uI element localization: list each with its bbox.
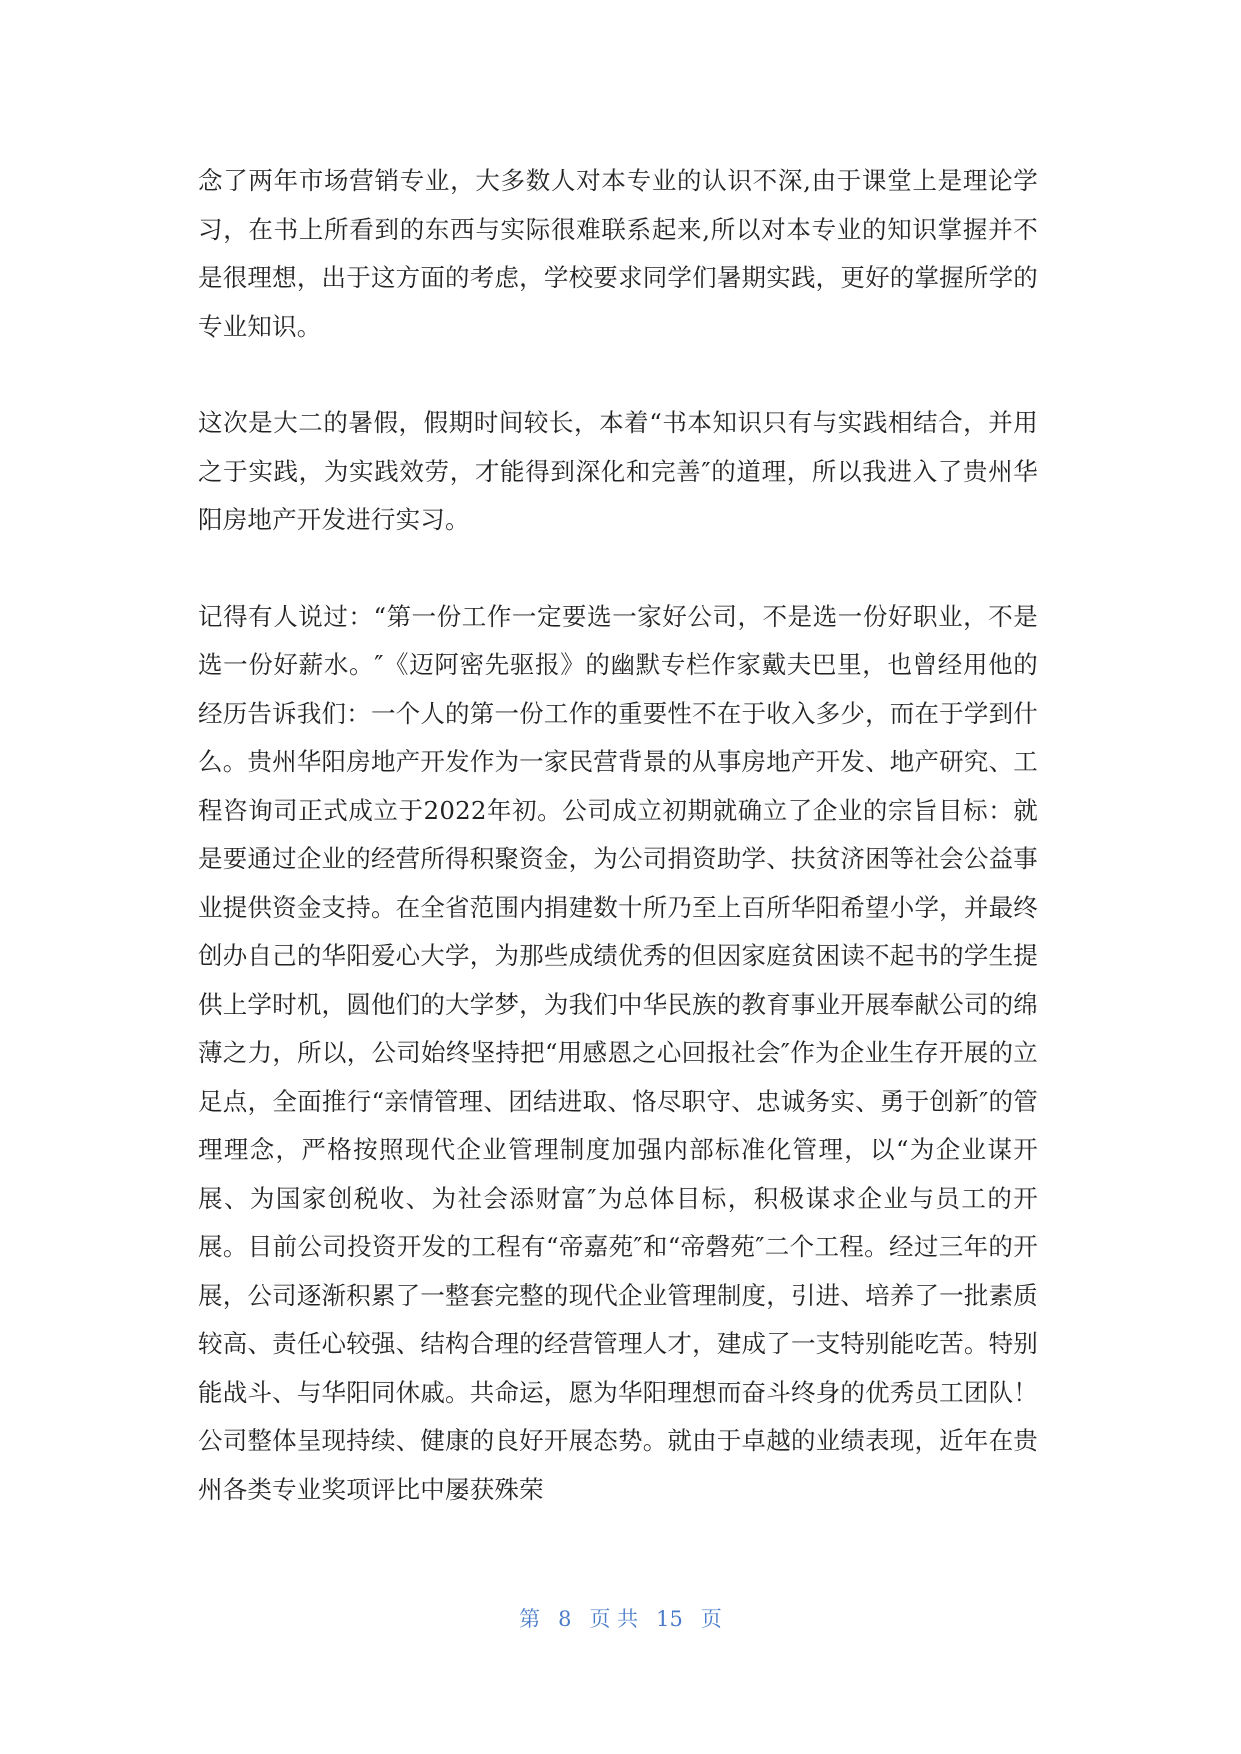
paragraph-3: 记得有人说过：“第一份工作一定要选一家好公司，不是选一份好职业，不是选一份好薪水。″《迈阿密先驱报》的幽默专栏作家戴夫巴里，也曾经用他的经历告诉我们：一个人的第一份工作的重要性不在于收入多少，而在于学到什么。贵州华阳房地产开发作为一家民营背景的从事房地产开发、地产研究、工程咨询司正式成立于2022年初。公司成立初期就确立了企业的宗旨目标：就是要通过企业的经营所得积聚资金，为公司捐资助学、扶贫济困等社会公益事业提供资金支持。在全省范围内捐建数十所乃至上百所华阳希望小学，并最终创办自己的华阳爱心大学，为那些成绩优秀的但因家庭贫困读不起书的学生提供上学时机，圆他们的大学梦，为我们中华民族的教育事业开展奉献公司的绵薄之力，所以，公司始终坚持把“用感恩之心回报社会″作为企业生存开展的立足点，全面推行“亲情管理、团结进取、恪尽职守、忠诚务实、勇于创新″的管理理念，严格按照现代企业管理制度加强内部标准化管理，以“为企业谋开展、为国家创税收、为社会添财富″为总体目标，积极谋求企业与员工的开展。目前公司投资开发的工程有“帝嘉苑″和“帝磬苑″二个工程。经过三年的开展，公司逐渐积累了一整套完整的现代企业管理制度，引进、培养了一批素质较高、责任心较强、结构合理的经营管理人才，建成了一支特别能吃苦。特别能战斗、与华阳同休戚。共命运，愿为华阳理想而奋斗终身的优秀员工团队！公司整体呈现持续、健康的良好开展态势。就由于卓越的业绩表现，近年在贵州各类专业奖项评比中屡获殊荣 bbox=[198, 601, 1038, 1504]
document-body bbox=[198, 157, 1038, 1514]
footer-current-page: 8 bbox=[558, 1607, 572, 1631]
paragraph-1: 念了两年市场营销专业，大多数人对本专业的认识不深,由于课堂上是理论学习，在书上所看到的东西与实际很难联系起来,所以对本专业的知识掌握并不是很理想，出于这方面的考虑，学校要求同学们暑期实践，更好的掌握所学的专业知识。 bbox=[198, 166, 1038, 341]
footer-prefix: 第 bbox=[519, 1607, 541, 1631]
page-footer bbox=[0, 1603, 1241, 1633]
paragraph-2: 这次是大二的暑假，假期时间较长，本着“书本知识只有与实践相结合，并用之于实践，为实践效劳，才能得到深化和完善″的道理，所以我进入了贵州华阳房地产开发进行实习。 bbox=[198, 408, 1038, 534]
footer-middle: 页 共 bbox=[589, 1607, 639, 1631]
footer-total-pages: 15 bbox=[656, 1607, 683, 1631]
footer-suffix: 页 bbox=[700, 1607, 722, 1631]
